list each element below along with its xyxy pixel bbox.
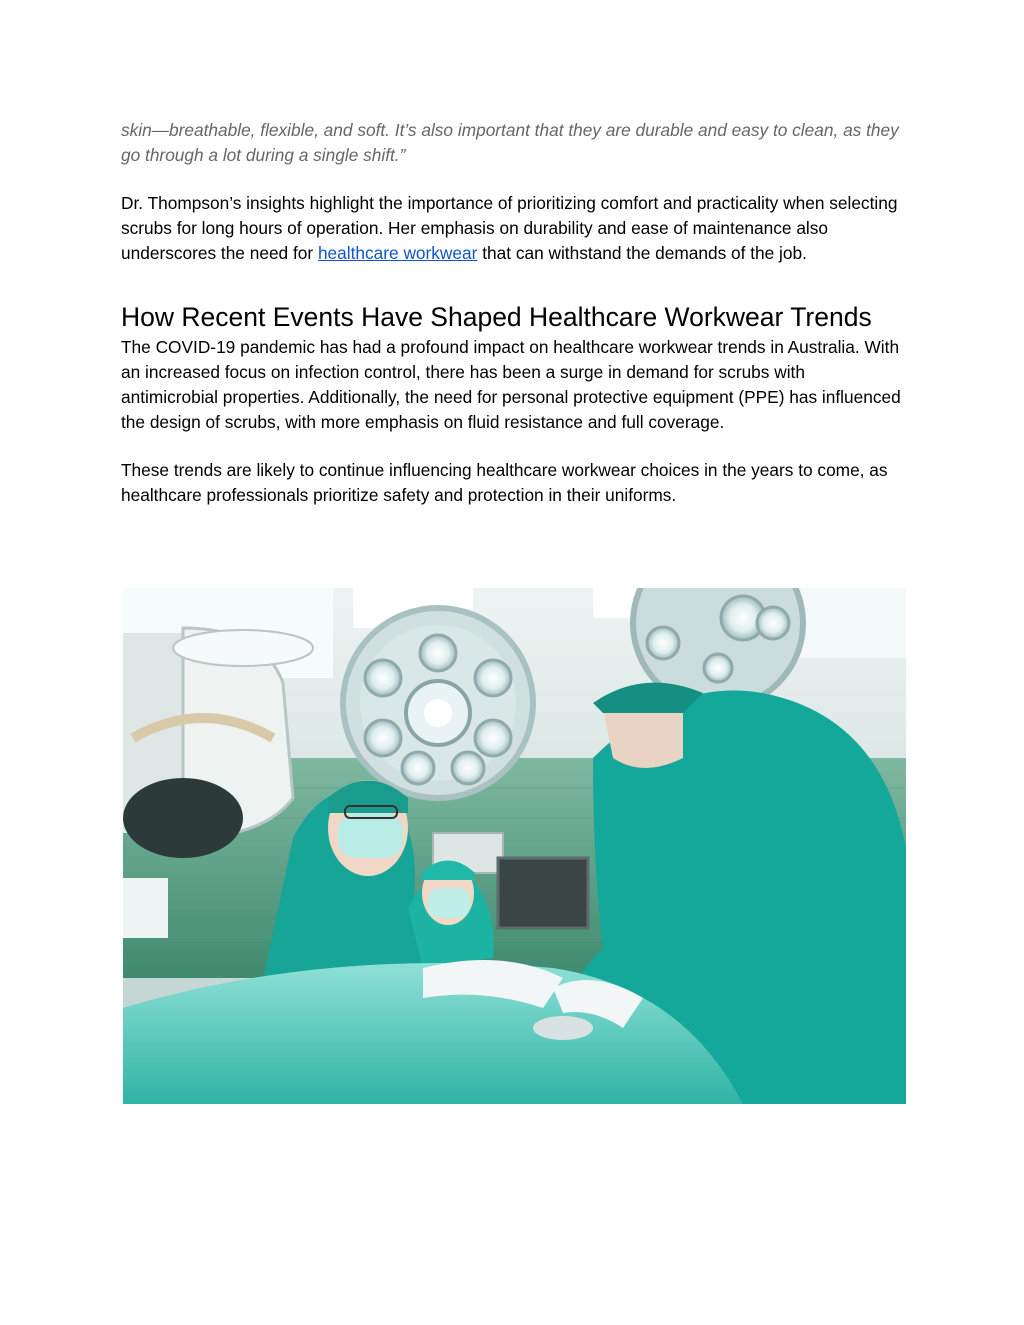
section-heading: How Recent Events Have Shaped Healthcare Workwear Trends bbox=[121, 302, 872, 332]
paragraph-covid-impact: The COVID-19 pandemic has had a profound impact on healthcare workwear trends in Australia. With an increased focus on infection control, there has been a surge in demand for scrubs with antimicrobial properties. Additionally, the need for personal protective equipment (PPE) has influenced the design of scrubs, with more emphasis on fluid resistance and full coverage. bbox=[121, 337, 901, 432]
healthcare-workwear-link[interactable]: healthcare workwear bbox=[317, 243, 478, 263]
surgery-photo bbox=[123, 588, 906, 1104]
spacer bbox=[121, 168, 906, 191]
spacer bbox=[121, 435, 906, 458]
document-page bbox=[121, 118, 906, 508]
paragraph-thompson-insights bbox=[121, 191, 906, 266]
overhead-surgical-lamp bbox=[343, 608, 533, 798]
paragraph-text-after-link: that can withstand the demands of the job. bbox=[477, 243, 807, 263]
paragraph-text-before-link: Dr. Thompson’s insights highlight the importance of prioritizing comfort and practicality when selecting scrubs for long hours of operation. Her emphasis on durability and ease of maintenance also underscores the need for bbox=[121, 193, 898, 263]
paragraph-trends-continue: These trends are likely to continue influencing healthcare workwear choices in the years to come, as healthcare professionals prioritize safety and protection in their uniforms. bbox=[121, 460, 888, 505]
quote-text: skin—breathable, flexible, and soft. It’s also important that they are durable and easy to clean, as they go through a lot during a single shift.” bbox=[121, 120, 899, 165]
